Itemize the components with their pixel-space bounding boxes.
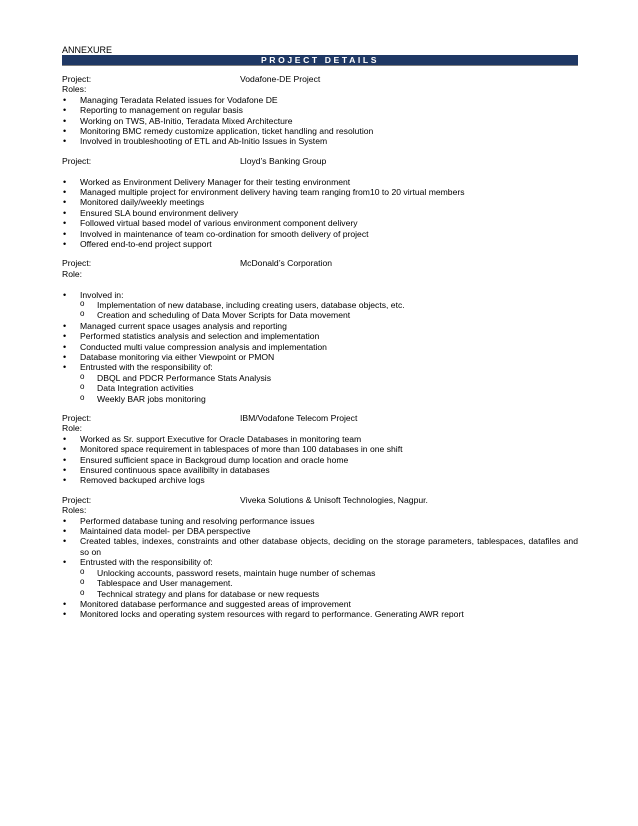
list-item: [62, 465, 578, 475]
list-item: [62, 126, 578, 136]
list-item-text: Reporting to management on regular basis: [80, 105, 243, 116]
document-content: [62, 45, 578, 620]
list-item-text: Conducted multi value compression analysis and implementation: [80, 341, 327, 352]
list-item: [62, 609, 578, 619]
list-item: [62, 321, 578, 331]
sub-list-item: o Unlocking accounts, password resets, maintain huge number of schemas: [62, 568, 578, 578]
list-item: [62, 536, 578, 557]
list-item: [62, 455, 578, 465]
list-item: [62, 434, 578, 444]
list-item-text: Monitored database performance and suggested areas of improvement: [80, 598, 351, 609]
list-item: [62, 557, 578, 599]
project-header: [62, 156, 578, 166]
list-item-text: Managed multiple project for environment delivery having team ranging from10 to 20 virtual members: [80, 187, 465, 197]
list-item-text: Performed database tuning and resolving performance issues: [80, 515, 315, 526]
project-name: Viveka Solutions & Unisoft Technologies, Nagpur.: [240, 494, 428, 505]
list-item-text: Managed current space usages analysis and reporting: [80, 320, 287, 331]
project-name: McDonald’s Corporation: [240, 258, 333, 269]
sub-list-item: o Implementation of new database, including creating users, database objects, etc.: [62, 300, 578, 310]
list-item: [62, 331, 578, 341]
role-list: [62, 516, 578, 620]
project-header: [62, 495, 578, 505]
roles-label: Role:: [62, 423, 83, 434]
project-header: [62, 413, 578, 423]
sub-list-item: o Data Integration activities: [62, 383, 578, 393]
list-item: [62, 229, 578, 239]
annexure-heading: ANNEXURE: [62, 45, 113, 55]
project-header: [62, 258, 578, 268]
project-name: Vodafone-DE Project: [240, 74, 321, 84]
project-section: [62, 258, 578, 404]
project-label: Project:: [62, 494, 92, 505]
list-item: [62, 116, 578, 126]
sub-list-item: o Creation and scheduling of Data Mover Scripts for Data movement: [62, 310, 578, 320]
role-list: [62, 290, 578, 404]
list-item-text: Involved in troubleshooting of ETL and Ab-Initio Issues in System: [80, 136, 328, 147]
sub-list-item: o Technical strategy and plans for database or new requests: [62, 589, 578, 599]
list-item-text: Created tables, indexes, constraints and other database objects, deciding on the storage parameters, tablespaces, datafiles and so on: [80, 536, 578, 557]
list-item-text: Monitored space requirement in tablespaces of more than 100 databases in one shift: [80, 444, 403, 455]
spacer: [62, 166, 578, 176]
list-item-text: Working on TWS, AB-Initio, Teradata Mixed Architecture: [80, 115, 293, 126]
list-item-text: Entrusted with the responsibility of:: [80, 362, 213, 373]
role-list: [62, 434, 578, 486]
list-item-text: Involved in maintenance of team co-ordination for smooth delivery of project: [80, 228, 369, 239]
list-item-text: Monitored daily/weekly meetings: [80, 197, 205, 208]
roles-label: Role:: [62, 268, 83, 279]
project-section: [62, 413, 578, 486]
list-item-text: Entrusted with the responsibility of:: [80, 557, 213, 568]
list-item: [62, 187, 578, 197]
list-item: [62, 516, 578, 526]
project-label: Project:: [62, 258, 92, 269]
list-item-text: Worked as Sr. support Executive for Oracle Databases in monitoring team: [80, 433, 362, 444]
project-label: Project:: [62, 74, 92, 84]
list-item: [62, 342, 578, 352]
list-item-text: Removed backuped archive logs: [80, 475, 205, 486]
list-item: [62, 475, 578, 485]
project-label: Project:: [62, 413, 92, 424]
list-item-text: Managing Teradata Related issues for Vodafone DE: [80, 94, 278, 105]
project-section: [62, 74, 578, 147]
list-item-text: Ensured continuous space availibilty in databases: [80, 465, 270, 476]
list-item-text: Followed virtual based model of various environment component delivery: [80, 218, 358, 229]
list-item: [62, 218, 578, 228]
sub-list: [80, 300, 578, 321]
sub-list-item: o Weekly BAR jobs monitoring: [62, 394, 578, 404]
sub-list: [80, 373, 578, 404]
list-item-text: Database monitoring via either Viewpoint or PMON: [80, 352, 275, 363]
list-item: [62, 177, 578, 187]
list-item: [62, 599, 578, 609]
list-item: [62, 526, 578, 536]
list-item-text: Ensured sufficient space in Backgroud dump location and oracle home: [80, 454, 349, 465]
list-item: [62, 362, 578, 404]
project-section: [62, 156, 578, 250]
role-list: [62, 95, 578, 147]
list-item-text: Monitored locks and operating system resources with regard to performance. Generating AWR report: [80, 609, 464, 620]
list-item-text: Worked as Environment Delivery Manager for their testing environment: [80, 176, 351, 187]
list-item-text: Offered end-to-end project support: [80, 239, 212, 250]
list-item-text: Ensured SLA bound environment delivery: [80, 207, 239, 218]
roles-label: Roles:: [62, 84, 87, 95]
list-item-text: Performed statistics analysis and selection and implementation: [80, 331, 320, 342]
list-item-text: Maintained data model- per DBA perspective: [80, 526, 251, 537]
spacer: [62, 279, 578, 289]
list-item-text: Monitoring BMC remedy customize application, ticket handling and resolution: [80, 126, 374, 136]
list-item: [62, 352, 578, 362]
project-details-banner: PROJECT DETAILS: [62, 55, 578, 65]
project-name: IBM/Vodafone Telecom Project: [240, 413, 358, 424]
sub-list: [80, 568, 578, 599]
list-item: [62, 95, 578, 105]
projects-list: [62, 74, 578, 620]
role-list: [62, 177, 578, 250]
sub-list-item: o DBQL and PDCR Performance Stats Analysis: [62, 373, 578, 383]
list-item: [62, 105, 578, 115]
list-item: [62, 136, 578, 146]
list-item: [62, 290, 578, 321]
project-label: Project:: [62, 155, 92, 166]
list-item: [62, 197, 578, 207]
list-item-text: Involved in:: [80, 289, 124, 300]
project-header: [62, 74, 578, 84]
list-item: [62, 444, 578, 454]
list-item: [62, 208, 578, 218]
sub-list-item: o Tablespace and User management.: [62, 578, 578, 588]
roles-label: Roles:: [62, 505, 87, 516]
list-item: [62, 239, 578, 249]
project-name: Lloyd’s Banking Group: [240, 155, 327, 166]
project-section: [62, 495, 578, 620]
